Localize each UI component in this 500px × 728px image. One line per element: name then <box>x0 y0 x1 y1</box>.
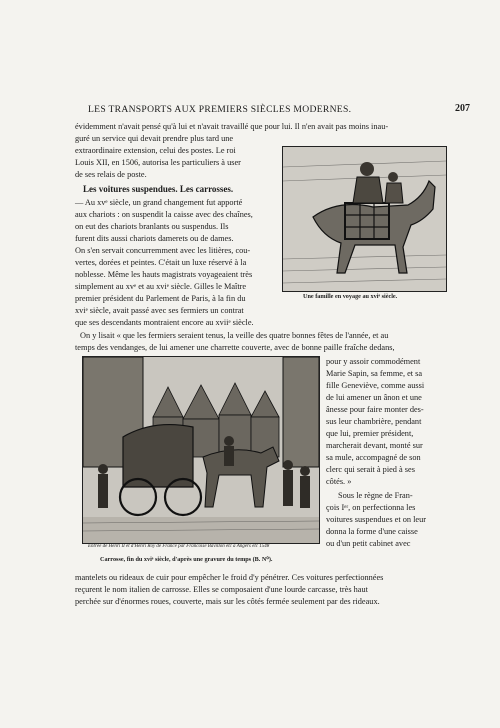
left-line-3: on eut des chariots branlants ou suspendus. Ils <box>75 222 229 231</box>
figure1-caption: Une famille en voyage au xviᵉ siècle. <box>303 293 398 300</box>
left-line-2: aux chariots : on suspendit la caisse avec des chaînes, <box>75 210 253 219</box>
closing-line-2: reçurent le nom italien de carrosse. Elles se composaient d'une lourde carcasse, très haut <box>75 585 368 594</box>
left-line-7: noblesse. Même les hauts magistrats voyageaient très <box>75 270 253 279</box>
right-line-8: marcherait devant, monté sur <box>326 441 423 450</box>
engraving-inscription: Entrée de Henri II et d'Henri Roy de France par Francoise Bavillon etc à Angers etc 1548 <box>88 544 270 549</box>
right-line-12: Sous le règne de Fran- <box>338 491 413 500</box>
left-line-9: premier président du Parlement de Paris, à la fin du <box>75 294 246 303</box>
closing-line-1: mantelets ou rideaux de cuir pour empêcher le froid d'y pénétrer. Ces voitures perfectionnées <box>75 573 384 582</box>
right-line-4: de lui amener un ânon et une <box>326 393 422 402</box>
right-line-13: çois Iᵉʳ, on perfectionna les <box>326 503 416 512</box>
left-line-11: que ses descendants montraient encore au xviiᵉ siècle. <box>75 318 254 327</box>
right-line-2: Marie Sapin, sa femme, et sa <box>326 369 423 378</box>
family-travel-engraving <box>282 146 447 292</box>
carriage-procession-illustration <box>83 357 319 543</box>
right-line-11: côtés. » <box>326 477 352 486</box>
page-number: 207 <box>455 103 470 114</box>
right-line-9: sa mule, accompagné de son <box>326 453 421 462</box>
left-line-1: — Au xvᵉ siècle, un grand changement fut apporté <box>75 198 243 207</box>
figure2-caption: Carrosse, fin du xviᵉ siècle, d'après une gravure du temps (B. N⁰). <box>100 556 273 563</box>
right-line-3: fille Geneviève, comme aussi <box>326 381 425 390</box>
left-line-4: furent dits aussi chariots damerets ou de dames. <box>75 234 234 243</box>
carriage-engraving <box>82 356 320 544</box>
left-line-5: On s'en servait concurremment avec les litières, cou- <box>75 246 251 255</box>
intro-line-2: guré un service qui devait prendre plus tard une <box>75 134 234 143</box>
full-line-1: On y lisait « que les fermiers seraient tenus, la veille des quatre bonnes fêtes de l'année, et au <box>80 331 389 340</box>
intro-line-3: extraordinaire extension, celui des postes. Le roi <box>75 146 236 155</box>
right-line-6: sus leur chambrière, pendant <box>326 417 422 426</box>
intro-line-5: de ses relais de poste. <box>75 170 147 179</box>
left-line-10: xviᵉ siècle, avait passé avec ses fermiers un contrat <box>75 306 244 315</box>
right-line-15: donna la forme d'une caisse <box>326 527 418 536</box>
right-line-1: pour y assoir commodément <box>326 357 421 366</box>
full-line-2: temps des vendanges, de lui amener une charrette couverte, avec de bonne paille fraîche dedans, <box>75 343 395 352</box>
running-header <box>88 104 470 118</box>
running-title: LES TRANSPORTS AUX PREMIERS SIÈCLES MODERNES. <box>88 104 352 115</box>
right-line-10: clerc qui serait à pied à ses <box>326 465 415 474</box>
right-line-7: que lui, premier président, <box>326 429 414 438</box>
horse-rider-illustration <box>283 147 446 291</box>
right-line-5: ânesse pour faire monter des- <box>326 405 424 414</box>
section-heading: Les voitures suspendues. Les carrosses. <box>83 184 234 194</box>
intro-line-1: évidemment n'avait pensé qu'à lui et n'avait travaillé que pour lui. Il n'en avait pas moins inau- <box>75 122 389 131</box>
right-line-14: voitures suspendues et on leur <box>326 515 427 524</box>
right-line-16: ou d'un petit cabinet avec <box>326 539 411 548</box>
closing-line-3: perchée sur d'énormes roues, couverte, mais sur les côtés fermée seulement par des rideaux. <box>75 597 380 606</box>
left-line-6: vertes, dorées et peintes. C'était un luxe réservé à la <box>75 258 247 267</box>
left-line-8: simplement au xvᵉ et au xviᵉ siècle. Gilles le Maître <box>75 282 247 291</box>
intro-line-4: Louis XII, en 1506, autorisa les particuliers à user <box>75 158 241 167</box>
